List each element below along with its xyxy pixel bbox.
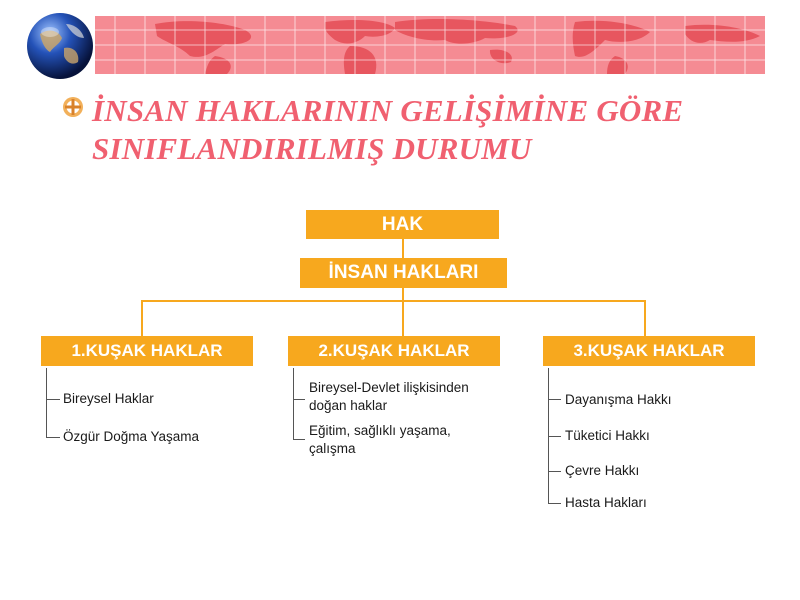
list-item: Bireysel Haklar <box>63 391 154 406</box>
list-item-line: Eğitim, sağlıklı yaşama, <box>309 423 451 438</box>
page-title <box>92 92 782 168</box>
node-kusak-2: 2.KUŞAK HAKLAR <box>288 336 500 366</box>
tree-branch <box>46 399 60 400</box>
connector-k2 <box>402 300 404 336</box>
bullet-icon <box>62 96 84 118</box>
tree-branch <box>548 399 561 400</box>
tree-branch <box>46 437 60 438</box>
connector-hak-insan <box>402 239 404 258</box>
list-item <box>309 379 469 415</box>
list-item-line: çalışma <box>309 441 356 456</box>
list-item <box>309 422 451 458</box>
title-line-1: İNSAN HAKLARININ GELİŞİMİNE GÖRE <box>92 93 684 128</box>
tree-branch <box>293 399 305 400</box>
tree-trunk-k1 <box>46 368 47 438</box>
connector-k1 <box>141 300 143 336</box>
title-block <box>62 92 782 168</box>
node-kusak-1: 1.KUŞAK HAKLAR <box>41 336 253 366</box>
connector-k3 <box>644 300 646 336</box>
tree-branch <box>293 439 305 440</box>
list-item: Tüketici Hakkı <box>565 428 650 443</box>
connector-horizontal <box>141 300 646 302</box>
list-item: Çevre Hakkı <box>565 463 640 478</box>
list-item: Dayanışma Hakkı <box>565 392 672 407</box>
tree-trunk-k2 <box>293 368 294 440</box>
list-item: Özgür Doğma Yaşama <box>63 429 200 444</box>
tree-branch <box>548 503 561 504</box>
world-map-banner <box>95 16 765 74</box>
title-line-2: SINIFLANDIRILMIŞ DURUMU <box>92 131 532 166</box>
list-item: Hasta Hakları <box>565 495 647 510</box>
tree-branch <box>548 436 561 437</box>
globe-icon <box>26 12 94 80</box>
list-item-line: Bireysel-Devlet ilişkisinden <box>309 380 469 395</box>
tree-branch <box>548 471 561 472</box>
node-kusak-3: 3.KUŞAK HAKLAR <box>543 336 755 366</box>
node-hak: HAK <box>306 210 499 239</box>
node-insan-haklari: İNSAN HAKLARI <box>300 258 507 288</box>
list-item-line: doğan haklar <box>309 398 388 413</box>
